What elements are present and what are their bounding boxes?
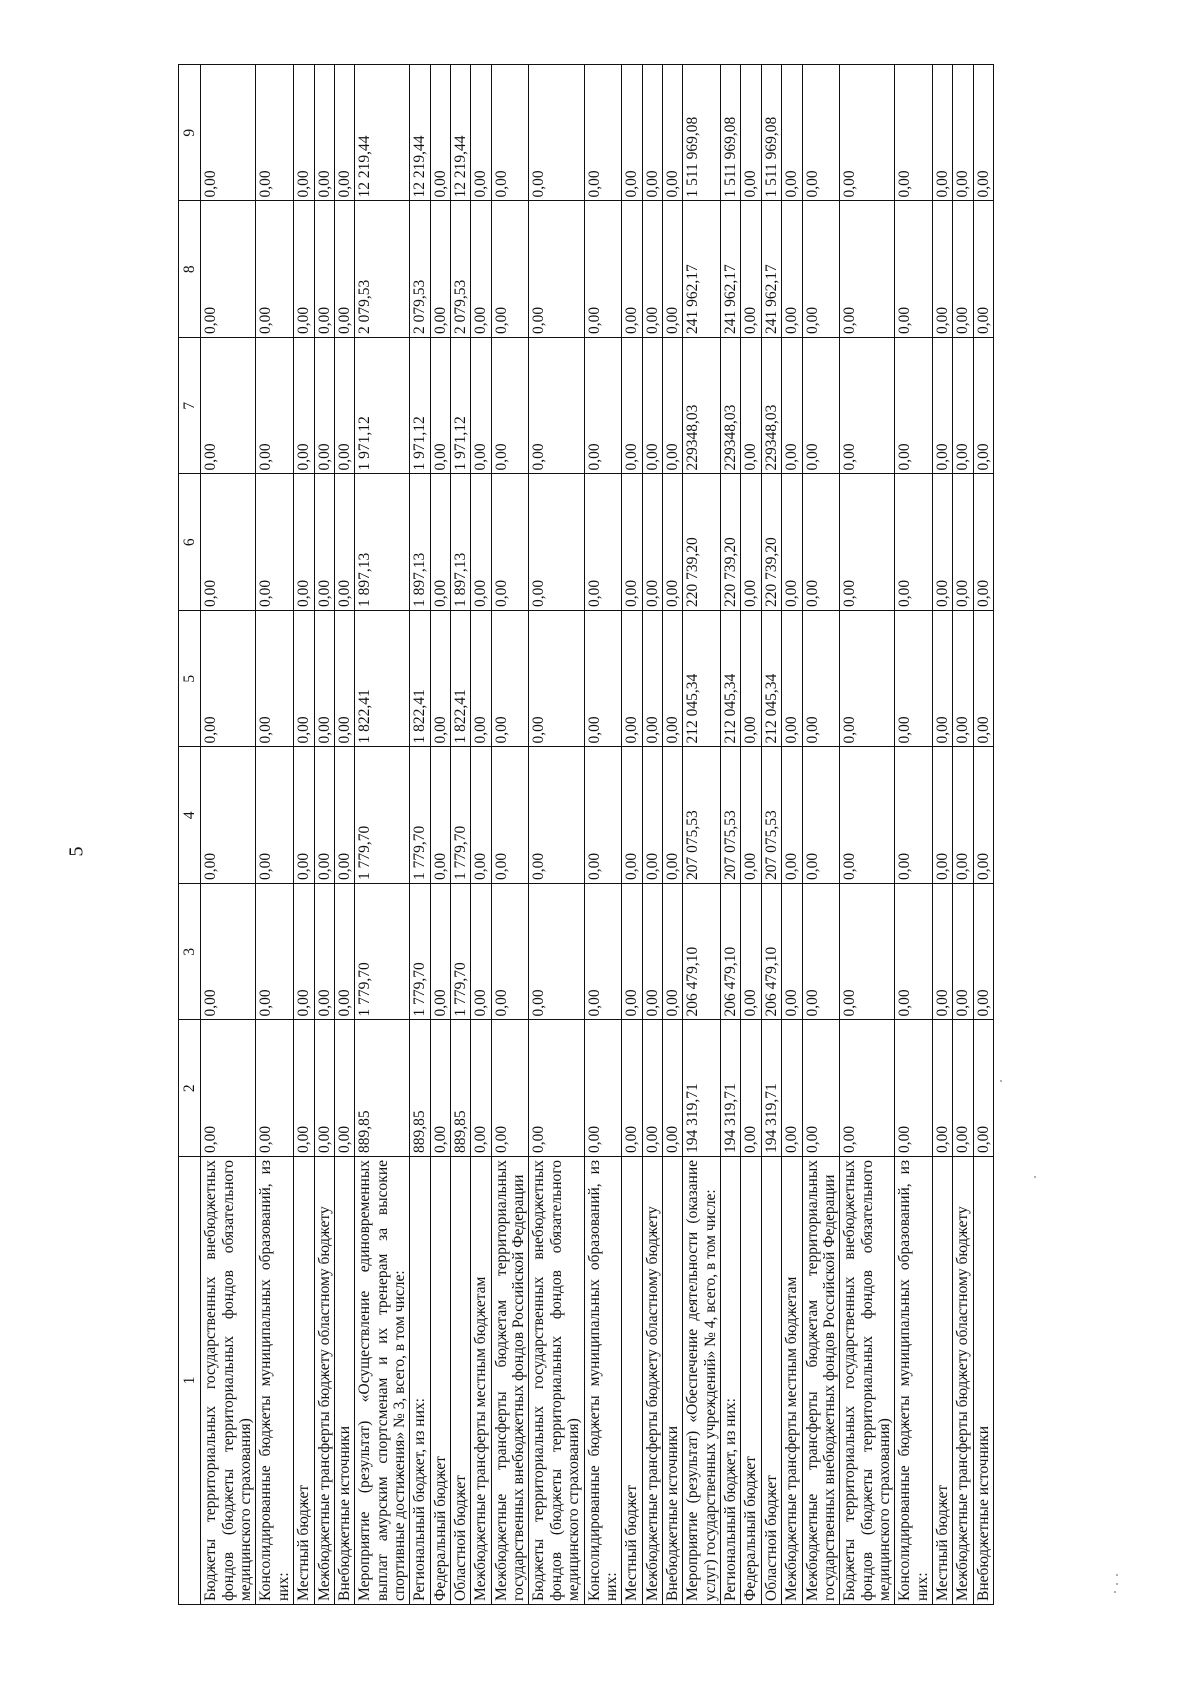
table-frame [178,65,1126,1605]
table-cell: 0,00 [201,474,256,611]
table-cell: 0,00 [294,65,314,202]
table-cell: 0,00 [642,201,662,338]
scan-speck [1000,1080,1002,1082]
table-cell: 0,00 [782,747,802,884]
table-cell: 0,00 [973,474,993,611]
table-cell: 0,00 [802,474,840,611]
row-label: Бюджеты территориальных государственных внебюджетных фондов (бюджеты территориальных фондов обязательного медицинского страхования) [840,1157,895,1605]
row-label: Областной бюджет [761,1157,781,1605]
table-cell: 0,00 [256,338,294,475]
row-label: Межбюджетные трансферты бюджету областному бюджету [314,1157,334,1605]
row-label: Региональный бюджет, из них: [721,1157,741,1605]
table-cell: 0,00 [953,611,973,748]
table-cell: 0,00 [953,747,973,884]
table-cell: 0,00 [782,201,802,338]
table-row [953,65,973,1605]
table-cell: 1 511 969,08 [721,65,741,202]
table-cell: 0,00 [953,338,973,475]
table-cell: 0,00 [430,1020,450,1157]
table-cell: 0,00 [973,884,993,1021]
table-cell: 0,00 [294,474,314,611]
row-label: Консолидированные бюджеты муниципальных образований, из них: [584,1157,622,1605]
table-cell: 0,00 [584,884,622,1021]
budget-table [178,64,994,1605]
table-cell: 0,00 [491,201,529,338]
table-cell: 0,00 [642,474,662,611]
table-cell: 0,00 [430,747,450,884]
table-cell: 220 739,20 [683,474,721,611]
table-cell: 220 739,20 [721,474,741,611]
table-cell: 1 897,13 [451,474,471,611]
table-cell: 0,00 [840,884,895,1021]
table-cell: 0,00 [314,201,334,338]
table-cell: 0,00 [840,611,895,748]
table-cell: 0,00 [529,1020,584,1157]
table-row [802,65,840,1605]
table-cell: 0,00 [802,201,840,338]
table-cell: 0,00 [294,1020,314,1157]
table-cell: 2 079,53 [451,201,471,338]
table-cell: 0,00 [256,747,294,884]
scan-speck [1034,1176,1036,1178]
table-row [683,65,721,1605]
row-label: Местный бюджет [622,1157,642,1605]
table-cell: 0,00 [529,338,584,475]
table-cell: 0,00 [529,611,584,748]
table-cell: 0,00 [642,884,662,1021]
table-cell: 0,00 [471,884,491,1021]
table-cell: 206 479,10 [721,884,741,1021]
table-row [761,65,781,1605]
table-cell: 0,00 [201,747,256,884]
row-label: Внебюджетные источники [334,1157,354,1605]
table-cell: 0,00 [584,611,622,748]
table-cell: 0,00 [491,65,529,202]
table-cell: 0,00 [662,65,682,202]
table-cell: 0,00 [895,747,933,884]
table-cell: 206 479,10 [683,884,721,1021]
table-row [584,65,622,1605]
table-cell: 0,00 [256,611,294,748]
table-row [410,65,430,1605]
table-cell: 1 897,13 [410,474,430,611]
table-cell: 0,00 [782,474,802,611]
table-cell: 0,00 [933,338,953,475]
table-cell: 1 511 969,08 [683,65,721,202]
page-number: 5 [65,846,88,857]
table-body [201,65,994,1605]
table-cell: 0,00 [256,884,294,1021]
table-cell: 0,00 [334,1020,354,1157]
table-cell: 0,00 [584,338,622,475]
table-cell: 0,00 [314,65,334,202]
table-cell: 0,00 [895,1020,933,1157]
table-cell: 0,00 [584,474,622,611]
table-cell: 0,00 [933,884,953,1021]
table-cell: 0,00 [973,65,993,202]
table-row [721,65,741,1605]
table-cell: 0,00 [895,201,933,338]
table-cell: 889,85 [355,1020,410,1157]
table-cell: 206 479,10 [761,884,781,1021]
table-cell: 0,00 [662,747,682,884]
table-cell: 0,00 [622,884,642,1021]
column-header: 3 [179,884,201,1021]
table-cell: 229348,03 [721,338,741,475]
table-cell: 1 897,13 [355,474,410,611]
table-cell: 0,00 [741,747,761,884]
table-cell: 0,00 [256,474,294,611]
table-row [622,65,642,1605]
table-cell: 0,00 [201,338,256,475]
table-cell: 0,00 [491,611,529,748]
table-cell: 0,00 [334,474,354,611]
table-cell: 0,00 [802,1020,840,1157]
table-cell: 0,00 [471,747,491,884]
table-cell: 0,00 [294,201,314,338]
table-cell: 0,00 [741,884,761,1021]
table-cell: 0,00 [294,884,314,1021]
scan-speck [1116,1583,1118,1585]
table-cell: 0,00 [840,65,895,202]
table-cell: 0,00 [933,747,953,884]
table-cell: 1 779,70 [410,884,430,1021]
table-row [642,65,662,1605]
row-label: Региональный бюджет, из них: [410,1157,430,1605]
table-cell: 241 962,17 [683,201,721,338]
table-cell: 0,00 [471,338,491,475]
table-cell: 0,00 [584,747,622,884]
table-cell: 0,00 [314,611,334,748]
table-cell: 0,00 [895,611,933,748]
table-cell: 0,00 [662,338,682,475]
table-cell: 0,00 [471,474,491,611]
table-cell: 1 779,70 [355,747,410,884]
table-cell: 1 971,12 [451,338,471,475]
table-cell: 12 219,44 [410,65,430,202]
table-cell: 0,00 [201,65,256,202]
column-header: 4 [179,747,201,884]
table-row [471,65,491,1605]
table-row [430,65,450,1605]
table-cell: 0,00 [895,884,933,1021]
table-cell: 0,00 [933,1020,953,1157]
table-cell: 2 079,53 [355,201,410,338]
table-cell: 0,00 [895,338,933,475]
table-cell: 0,00 [933,611,953,748]
table-cell: 0,00 [334,884,354,1021]
table-cell: 0,00 [430,884,450,1021]
column-header: 5 [179,611,201,748]
table-cell: 0,00 [782,611,802,748]
table-cell: 0,00 [662,884,682,1021]
table-row [933,65,953,1605]
row-label: Местный бюджет [294,1157,314,1605]
column-header: 8 [179,201,201,338]
row-label: Областной бюджет [451,1157,471,1605]
column-header: 2 [179,1020,201,1157]
table-cell: 212 045,34 [721,611,741,748]
table-cell: 0,00 [895,474,933,611]
table-cell: 0,00 [741,1020,761,1157]
row-label: Межбюджетные трансферты бюджетам территориальных государственных внебюджетных фондов Российской Федерации [802,1157,840,1605]
table-cell: 1 822,41 [355,611,410,748]
table-cell: 0,00 [642,1020,662,1157]
table-cell: 0,00 [201,1020,256,1157]
table-cell: 0,00 [642,747,662,884]
table-cell: 0,00 [782,338,802,475]
table-cell: 0,00 [840,201,895,338]
table-cell: 1 779,70 [410,747,430,884]
table-cell: 0,00 [201,611,256,748]
table-cell: 2 079,53 [410,201,430,338]
table-cell: 0,00 [840,338,895,475]
table-cell: 0,00 [662,474,682,611]
table-cell: 0,00 [584,1020,622,1157]
table-row [355,65,410,1605]
table-cell: 0,00 [294,338,314,475]
table-cell: 194 319,71 [761,1020,781,1157]
table-cell: 0,00 [741,474,761,611]
table-cell: 241 962,17 [721,201,741,338]
table-cell: 0,00 [840,1020,895,1157]
table-cell: 1 779,70 [451,884,471,1021]
table-cell: 0,00 [294,747,314,884]
table-cell: 0,00 [973,201,993,338]
table-cell: 229348,03 [761,338,781,475]
table-cell: 0,00 [953,1020,973,1157]
table-cell: 0,00 [802,611,840,748]
table-cell: 1 822,41 [451,611,471,748]
table-cell: 0,00 [741,338,761,475]
table-cell: 194 319,71 [683,1020,721,1157]
table-cell: 0,00 [584,201,622,338]
table-cell: 0,00 [256,201,294,338]
table-cell: 0,00 [662,201,682,338]
row-label: Консолидированные бюджеты муниципальных образований, из них: [895,1157,933,1605]
table-cell: 0,00 [622,1020,642,1157]
row-label: Бюджеты территориальных государственных внебюджетных фондов (бюджеты территориальных фондов обязательного медицинского страхования) [201,1157,256,1605]
table-cell: 0,00 [741,201,761,338]
table-cell: 220 739,20 [761,474,781,611]
table-cell: 0,00 [529,201,584,338]
table-cell: 0,00 [802,65,840,202]
table-cell: 1 971,12 [410,338,430,475]
table-cell: 0,00 [471,611,491,748]
table-cell: 0,00 [642,611,662,748]
table-cell: 0,00 [933,201,953,338]
row-label: Федеральный бюджет [430,1157,450,1605]
table-cell: 0,00 [953,65,973,202]
row-label: Бюджеты территориальных государственных внебюджетных фондов (бюджеты территориальных фондов обязательного медицинского страхования) [529,1157,584,1605]
table-cell: 0,00 [294,611,314,748]
table-cell: 0,00 [622,338,642,475]
table-cell: 0,00 [314,747,334,884]
row-label: Федеральный бюджет [741,1157,761,1605]
table-cell: 0,00 [953,474,973,611]
table-cell: 0,00 [529,474,584,611]
row-label: Межбюджетные трансферты бюджету областному бюджету [953,1157,973,1605]
table-cell: 0,00 [491,884,529,1021]
table-row [201,65,256,1605]
table-cell: 0,00 [953,201,973,338]
table-cell: 0,00 [491,474,529,611]
column-header: 6 [179,474,201,611]
table-cell: 0,00 [662,1020,682,1157]
table-row [840,65,895,1605]
table-cell: 0,00 [491,1020,529,1157]
table-cell: 0,00 [430,65,450,202]
table-cell: 0,00 [840,474,895,611]
table-cell: 0,00 [662,611,682,748]
table-cell: 0,00 [334,65,354,202]
table-cell: 0,00 [622,747,642,884]
table-cell: 1 511 969,08 [761,65,781,202]
row-label: Мероприятие (результат) «Обеспечение деятельности (оказание услуг) государственных учреждений» № 4, всего, в том числе: [683,1157,721,1605]
table-cell: 0,00 [529,884,584,1021]
table-row [294,65,314,1605]
scan-speck [1114,1591,1116,1593]
column-header: 9 [179,65,201,202]
table-row [491,65,529,1605]
table-cell: 0,00 [334,747,354,884]
table-row [334,65,354,1605]
table-cell: 0,00 [314,338,334,475]
row-label: Мероприятие (результат) «Осуществление единовременных выплат амурским спортсменам и их тренерам за высокие спортивные достижения» № 3, всего, в том числе: [355,1157,410,1605]
table-cell: 0,00 [201,201,256,338]
row-label: Внебюджетные источники [662,1157,682,1605]
column-header: 1 [179,1157,201,1605]
row-label: Межбюджетные трансферты бюджету областному бюджету [642,1157,662,1605]
row-label: Внебюджетные источники [973,1157,993,1605]
table-cell: 0,00 [642,65,662,202]
table-cell: 0,00 [314,884,334,1021]
table-cell: 0,00 [256,1020,294,1157]
table-cell: 1 779,70 [355,884,410,1021]
table-cell: 0,00 [973,338,993,475]
table-row [895,65,933,1605]
table-cell: 0,00 [840,747,895,884]
table-row [529,65,584,1605]
table-cell: 241 962,17 [761,201,781,338]
row-label: Межбюджетные трансферты местным бюджетам [471,1157,491,1605]
table-cell: 0,00 [622,65,642,202]
table-cell: 0,00 [973,611,993,748]
table-cell: 0,00 [491,747,529,884]
table-cell: 0,00 [933,65,953,202]
table-cell: 0,00 [622,201,642,338]
table-cell: 207 075,53 [761,747,781,884]
scan-speck [1116,1574,1118,1576]
table-row [314,65,334,1605]
table-cell: 0,00 [430,201,450,338]
table-row [662,65,682,1605]
table-cell: 207 075,53 [683,747,721,884]
table-cell: 889,85 [410,1020,430,1157]
row-label: Консолидированные бюджеты муниципальных образований, из них: [256,1157,294,1605]
table-cell: 0,00 [201,884,256,1021]
table-cell: 207 075,53 [721,747,741,884]
table-cell: 1 779,70 [451,747,471,884]
table-cell: 0,00 [782,884,802,1021]
table-cell: 889,85 [451,1020,471,1157]
table-cell: 0,00 [953,884,973,1021]
table-cell: 0,00 [622,611,642,748]
row-label: Межбюджетные трансферты местным бюджетам [782,1157,802,1605]
table-cell: 212 045,34 [761,611,781,748]
table-cell: 0,00 [802,338,840,475]
table-cell: 0,00 [430,338,450,475]
table-cell: 0,00 [642,338,662,475]
table-cell: 0,00 [895,65,933,202]
table-cell: 1 971,12 [355,338,410,475]
table-cell: 0,00 [334,611,354,748]
table-cell: 12 219,44 [451,65,471,202]
table-cell: 0,00 [584,65,622,202]
table-cell: 0,00 [933,474,953,611]
table-cell: 0,00 [741,611,761,748]
table-cell: 194 319,71 [721,1020,741,1157]
table-cell: 0,00 [256,65,294,202]
table-header-row [179,65,201,1605]
table-cell: 0,00 [314,474,334,611]
row-label: Межбюджетные трансферты бюджетам территориальных государственных внебюджетных фондов Российской Федерации [491,1157,529,1605]
row-label: Местный бюджет [933,1157,953,1605]
table-cell: 0,00 [529,65,584,202]
table-cell: 229348,03 [683,338,721,475]
table-cell: 0,00 [334,338,354,475]
table-cell: 1 822,41 [410,611,430,748]
table-cell: 0,00 [782,65,802,202]
table-cell: 212 045,34 [683,611,721,748]
table-cell: 0,00 [430,611,450,748]
table-cell: 0,00 [973,1020,993,1157]
table-row [782,65,802,1605]
table-cell: 0,00 [782,1020,802,1157]
table-cell: 0,00 [491,338,529,475]
table-cell: 0,00 [430,474,450,611]
column-header: 7 [179,338,201,475]
table-cell: 0,00 [973,747,993,884]
table-cell: 0,00 [471,1020,491,1157]
table-cell: 0,00 [802,884,840,1021]
table-row [973,65,993,1605]
table-cell: 0,00 [471,65,491,202]
table-cell: 0,00 [741,65,761,202]
table-cell: 0,00 [471,201,491,338]
table-row [741,65,761,1605]
table-cell: 0,00 [802,747,840,884]
table-cell: 0,00 [314,1020,334,1157]
table-cell: 0,00 [622,474,642,611]
table-cell: 12 219,44 [355,65,410,202]
table-cell: 0,00 [334,201,354,338]
table-row [256,65,294,1605]
table-row [451,65,471,1605]
table-cell: 0,00 [529,747,584,884]
